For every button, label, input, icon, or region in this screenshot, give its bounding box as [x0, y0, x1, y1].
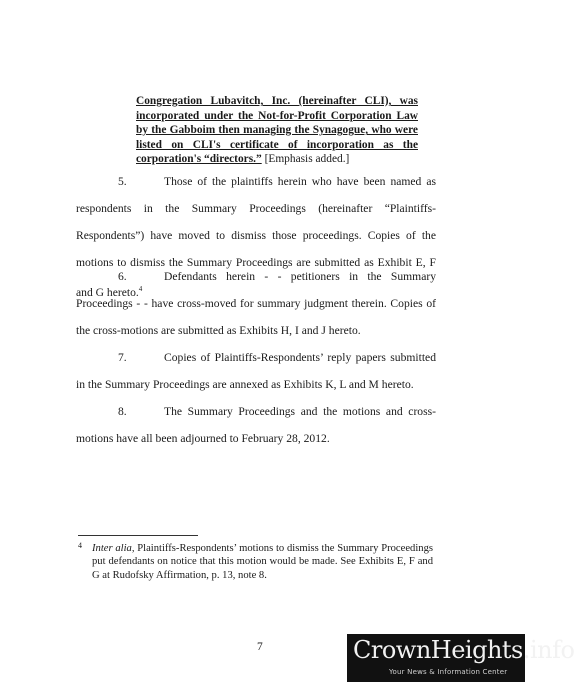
paragraph-text: Defendants herein - - petitioners in the Summary Proceedings - - have cross-moved for summary judgment therein. Copies of the cross-motions are submitted as Exhibits H, I and J hereto.	[76, 270, 436, 337]
paragraph-text: Those of the plaintiffs herein who have been named as respondents in the Summary Proceedings (hereinafter “Plaintiffs-Respondents”) have moved to dismiss those proceedings. Copies of the motions to dismiss the Summary Proceedings are submitted as Exhibit E, F and G hereto.	[76, 175, 436, 299]
block-quote	[136, 94, 418, 167]
footnote	[78, 542, 433, 582]
watermark-tagline: Your News & Information Center	[389, 668, 508, 676]
paragraph-number: 5.	[118, 175, 127, 188]
paragraph-text: The Summary Proceedings and the motions and cross-motions have all been adjourned to February 28, 2012.	[76, 405, 436, 445]
paragraph-number: 7.	[118, 351, 127, 364]
paragraph-number: 6.	[118, 270, 127, 283]
paragraph-text: Copies of Plaintiffs-Respondents’ reply papers submitted in the Summary Proceedings are annexed as Exhibits K, L and M hereto.	[76, 351, 436, 391]
watermark-brand: CrownHeights.info	[353, 636, 574, 664]
footnote-marker: 4	[78, 541, 82, 550]
paragraph-7	[76, 344, 436, 398]
page-number: 7	[257, 641, 263, 653]
quote-bold-text: Congregation Lubavitch, Inc. (hereinafter CLI), was incorporated under the Not-for-Profit Corporation Law by the Gabboim then managing the Synagogue, who were listed on CLI's certificate of incorporation as the corporation's “directors.”	[136, 95, 418, 166]
paragraph-8	[76, 398, 436, 452]
site-watermark	[347, 634, 574, 682]
footnote-italic-lead: Inter alia,	[92, 543, 135, 554]
paragraph-6	[76, 263, 436, 344]
paragraph-number: 8.	[118, 405, 127, 418]
quote-emphasis-note: [Emphasis added.]	[264, 153, 350, 166]
footnote-text: Plaintiffs-Respondents’ motions to dismiss the Summary Proceedings put defendants on notice that this motion would be made. See Exhibits E, F and G at Rudofsky Affirmation, p. 13, note 8.	[92, 543, 433, 581]
footnote-body	[92, 542, 433, 582]
footnote-divider	[78, 535, 198, 536]
footnote-reference: 4	[138, 285, 143, 293]
